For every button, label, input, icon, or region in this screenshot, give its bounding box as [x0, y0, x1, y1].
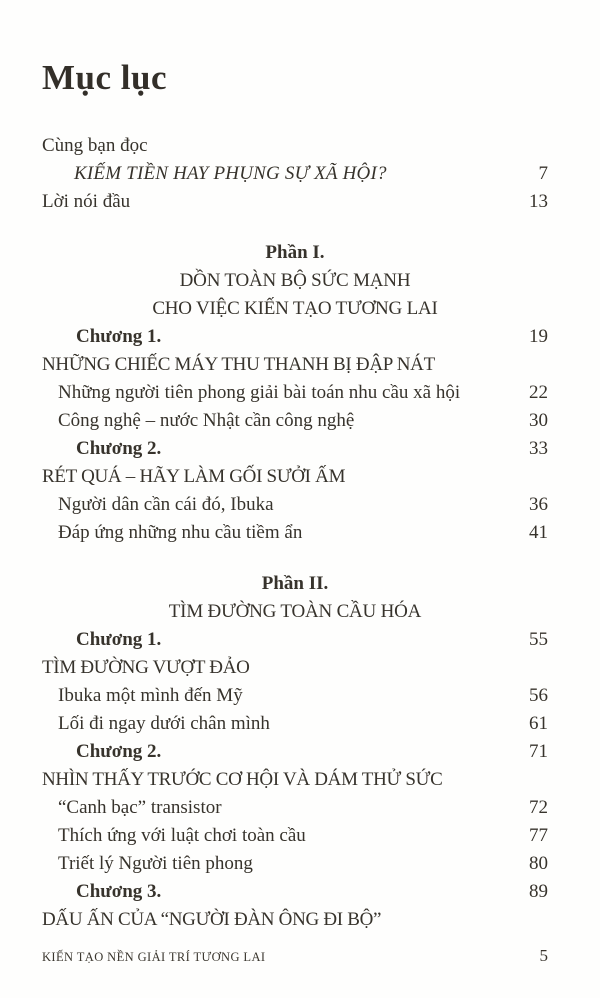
- toc-entry-text: Chương 2.: [76, 741, 162, 762]
- toc-entry-page: 33: [529, 438, 548, 459]
- toc-entry-text: NHỮNG CHIẾC MÁY THU THANH BỊ ĐẬP NÁT: [42, 354, 435, 375]
- toc-entry-text: TÌM ĐƯỜNG VƯỢT ĐẢO: [42, 657, 250, 678]
- toc-entry-text: NHÌN THẤY TRƯỚC CƠ HỘI VÀ DÁM THỬ SỨC: [42, 769, 443, 790]
- toc-entry: [42, 878, 548, 906]
- toc-entry: [42, 160, 548, 188]
- toc-entry-text: Chương 2.: [76, 438, 162, 459]
- toc-entry: [42, 379, 548, 407]
- toc-entry: [42, 239, 548, 267]
- toc-entry: [42, 435, 548, 463]
- toc-entry-page: 13: [529, 191, 548, 212]
- toc-entry-page: 72: [529, 797, 548, 818]
- toc-entry-text: Những người tiên phong giải bài toán nhu cầu xã hội: [58, 382, 461, 403]
- toc-entry-page: 61: [529, 713, 548, 734]
- toc-entry: [42, 519, 548, 547]
- toc-entry-text: RÉT QUÁ – HÃY LÀM GỐI SƯỞI ẤM: [42, 466, 346, 487]
- footer-running-title: KIẾN TẠO NỀN GIẢI TRÍ TƯƠNG LAI: [42, 950, 266, 964]
- toc-entry: [42, 822, 548, 850]
- toc-entry: [42, 491, 548, 519]
- toc-entry-text: CHO VIỆC KIẾN TẠO TƯƠNG LAI: [152, 298, 438, 319]
- toc-entry: [42, 188, 548, 216]
- toc-entry: [42, 351, 548, 379]
- toc-entry-text: Triết lý Người tiên phong: [58, 853, 253, 874]
- toc-entry: [42, 682, 548, 710]
- toc-entry-page: 89: [529, 881, 548, 902]
- toc-entry-text: Ibuka một mình đến Mỹ: [58, 685, 243, 706]
- toc-entry-text: Lối đi ngay dưới chân mình: [58, 713, 270, 734]
- toc-entry-text: DẤU ẤN CỦA “NGƯỜI ĐÀN ÔNG ĐI BỘ”: [42, 909, 382, 930]
- toc-entry: [42, 267, 548, 295]
- toc-entry-text: TÌM ĐƯỜNG TOÀN CẦU HÓA: [168, 601, 422, 622]
- toc-entry-text: Phần I.: [265, 242, 325, 263]
- toc-entry-page: 77: [529, 825, 548, 846]
- toc-entry-text: Công nghệ – nước Nhật cần công nghệ: [58, 410, 355, 431]
- toc-entry: [42, 738, 548, 766]
- toc-entry: [42, 407, 548, 435]
- toc-entry-page: 80: [529, 853, 548, 874]
- footer-page-number: 5: [539, 946, 548, 965]
- toc-entry: [42, 132, 548, 160]
- toc-entry-text: “Canh bạc” transistor: [58, 797, 222, 818]
- toc-entry-text: Cùng bạn đọc: [42, 135, 148, 156]
- toc-entry: [42, 598, 548, 626]
- toc-entry-text: Chương 1.: [76, 629, 162, 650]
- toc-entry-page: 19: [529, 326, 548, 347]
- page-title: Mục lục: [42, 58, 168, 97]
- toc-entry: [42, 710, 548, 738]
- toc-entry-page: 22: [529, 382, 548, 403]
- toc-entry-text: Chương 1.: [76, 326, 162, 347]
- toc-entry: [42, 295, 548, 323]
- toc-entry: [42, 323, 548, 351]
- toc-entry-page: 56: [529, 685, 548, 706]
- toc-entry: [42, 766, 548, 794]
- toc-entry-page: 41: [529, 522, 548, 543]
- toc-entry-text: KIẾM TIỀN HAY PHỤNG SỰ XÃ HỘI?: [74, 163, 387, 184]
- toc-entry-text: Đáp ứng những nhu cầu tiềm ẩn: [58, 522, 303, 543]
- toc-entry-text: Phần II.: [261, 573, 329, 594]
- page-footer: [42, 946, 548, 966]
- toc-entry: [42, 850, 548, 878]
- toc-entry-page: 7: [538, 163, 548, 184]
- toc-entry: [42, 626, 548, 654]
- toc-list: [42, 132, 548, 934]
- toc-entry-text: Người dân cần cái đó, Ibuka: [58, 494, 274, 515]
- toc-entry-text: DỒN TOÀN BỘ SỨC MẠNH: [179, 270, 411, 291]
- toc-entry: [42, 463, 548, 491]
- toc-entry-page: 30: [529, 410, 548, 431]
- toc-entry-text: Lời nói đầu: [42, 191, 131, 212]
- toc-entry: [42, 794, 548, 822]
- toc-entry-text: Thích ứng với luật chơi toàn cầu: [58, 825, 306, 846]
- toc-entry: [42, 906, 548, 934]
- toc-entry: [42, 570, 548, 598]
- toc-entry-text: Chương 3.: [76, 881, 162, 902]
- toc-entry-page: 55: [529, 629, 548, 650]
- toc-entry-page: 36: [529, 494, 548, 515]
- toc-entry: [42, 654, 548, 682]
- toc-entry-page: 71: [529, 741, 548, 762]
